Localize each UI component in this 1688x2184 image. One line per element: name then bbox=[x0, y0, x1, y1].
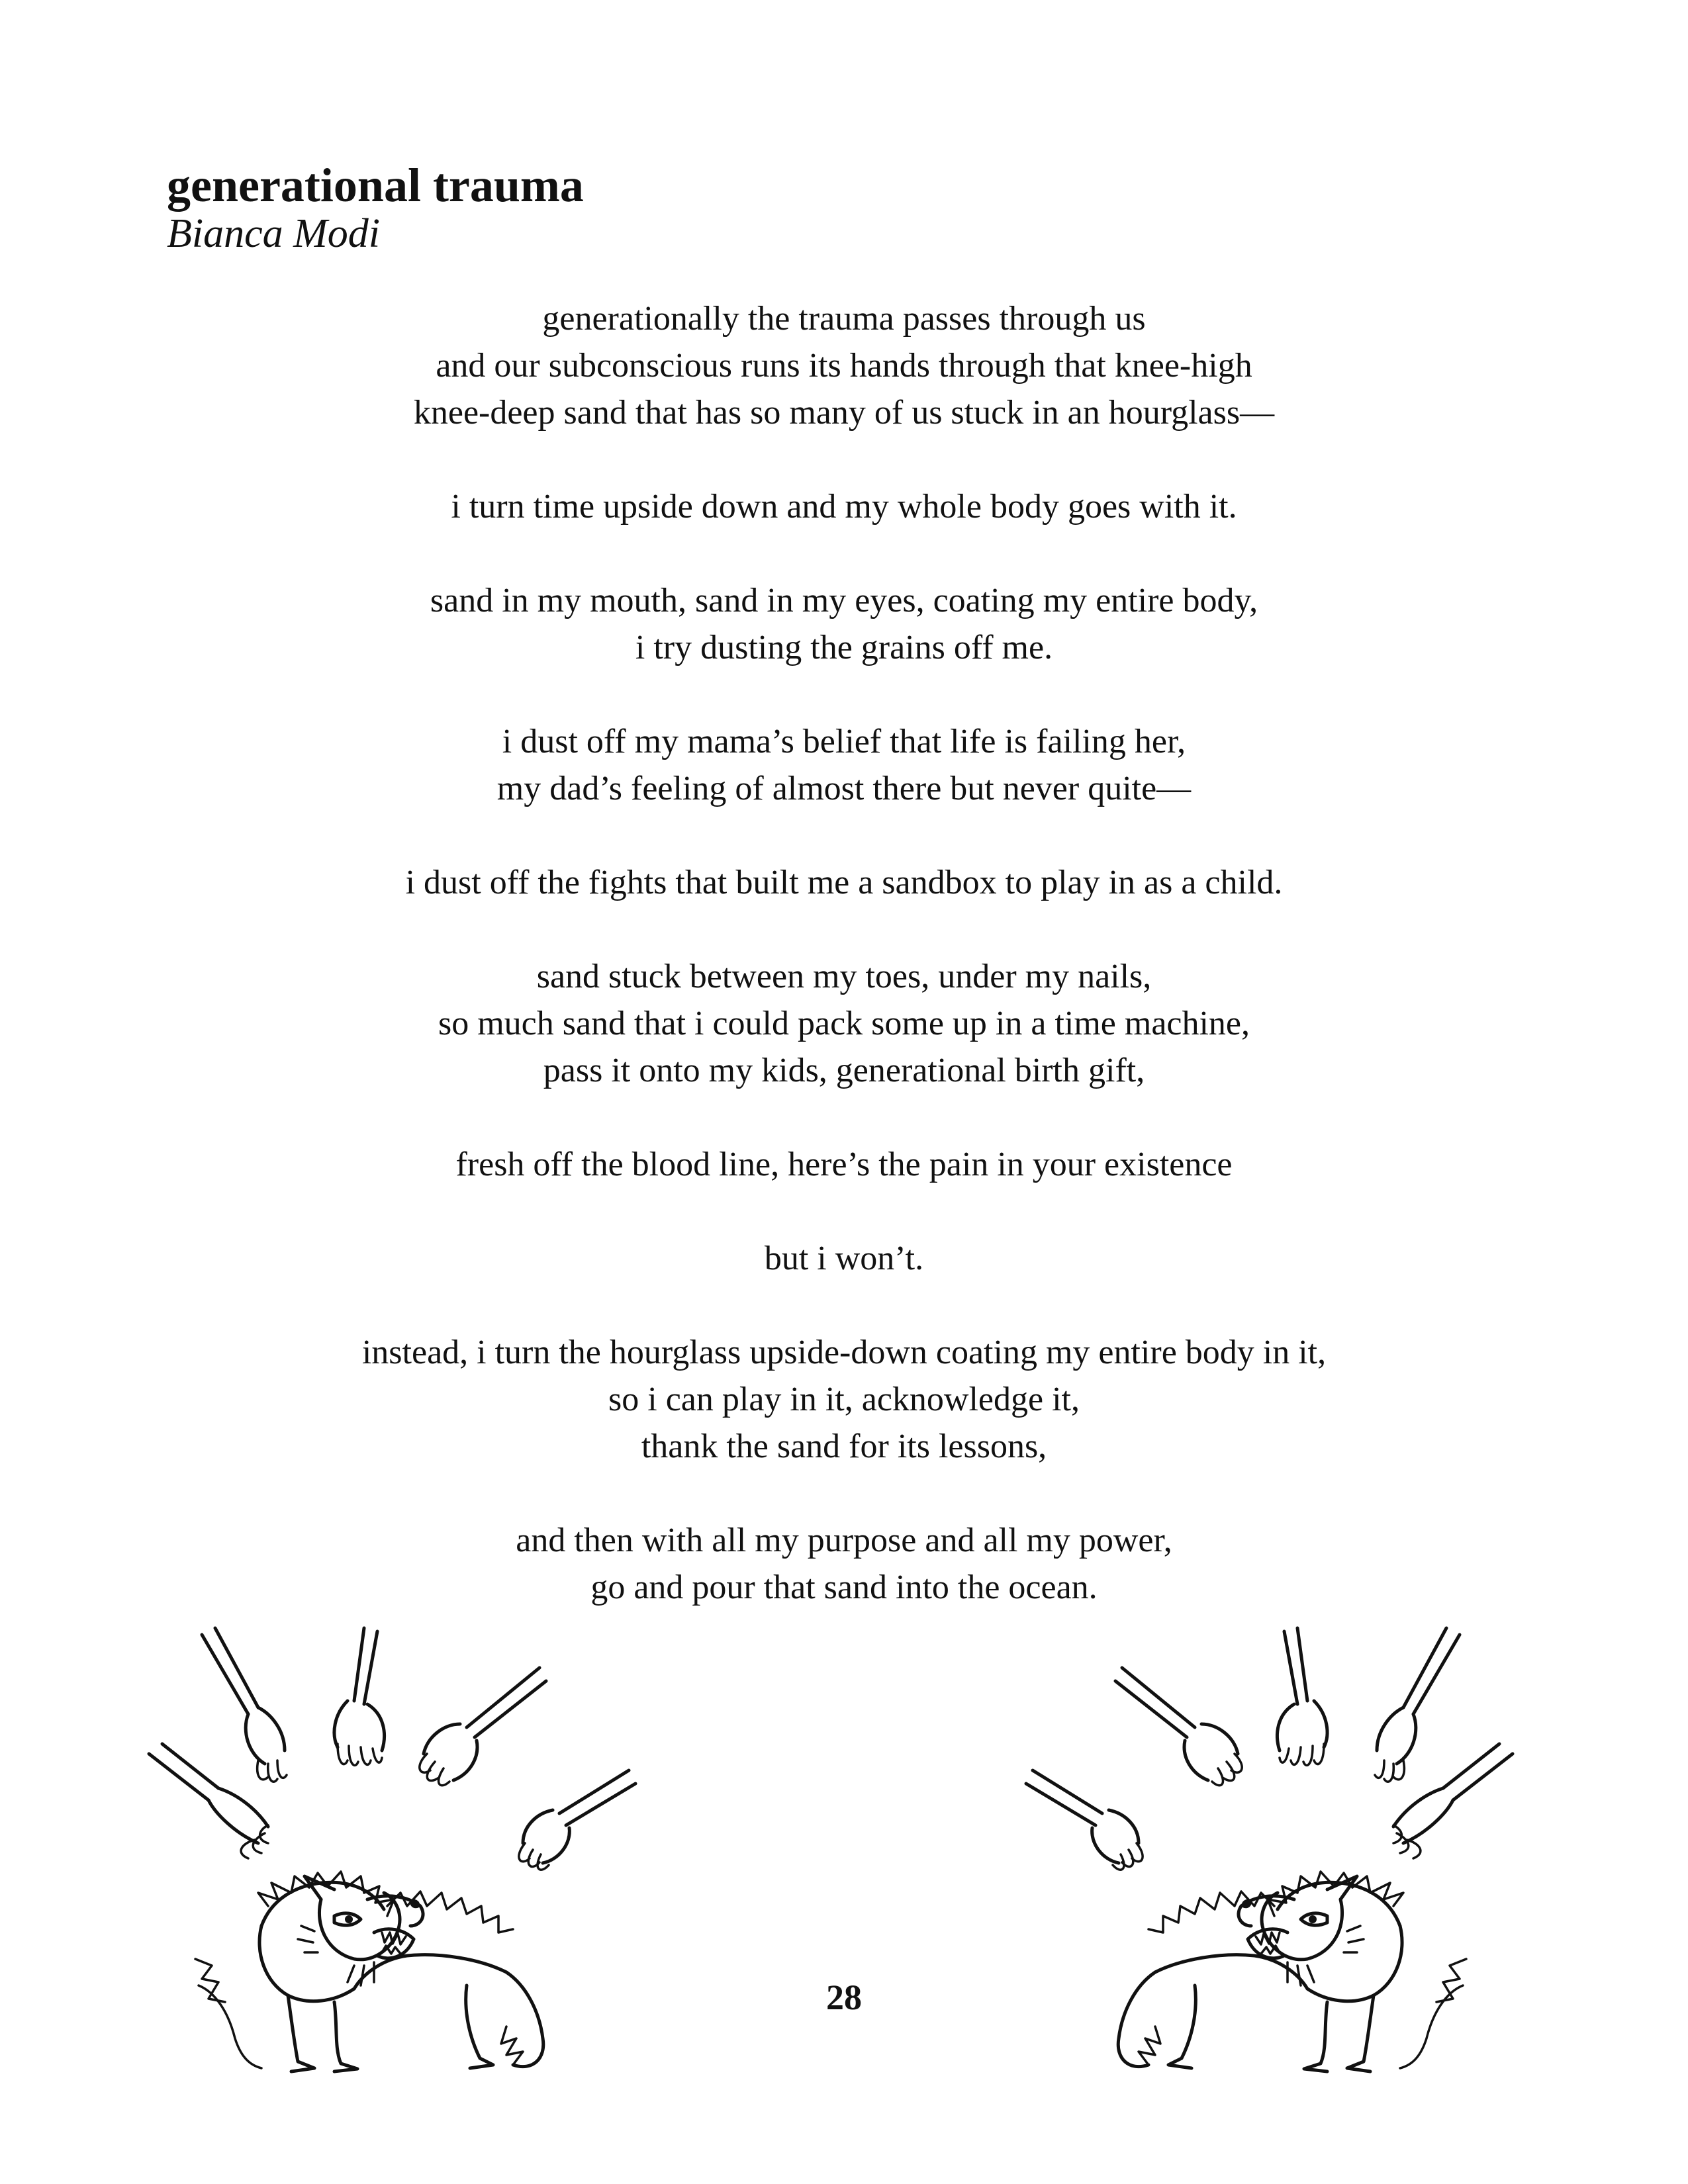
poem-stanza bbox=[199, 1141, 1489, 1188]
poem-line: instead, i turn the hourglass upside-down coating my entire body in it, bbox=[361, 1334, 1327, 1371]
poem-line: sand stuck between my toes, under my nails, bbox=[536, 958, 1152, 995]
poem-stanza bbox=[199, 1235, 1489, 1282]
wolf-hands-illustration-left bbox=[136, 1615, 639, 2078]
poem-line: i dust off the fights that built me a sandbox to play in as a child. bbox=[405, 864, 1283, 901]
poem-stanza bbox=[199, 953, 1489, 1094]
poem-stanza bbox=[199, 1329, 1489, 1470]
poem-line: and then with all my purpose and all my power, bbox=[516, 1522, 1172, 1559]
poem-line: but i won’t. bbox=[764, 1240, 924, 1277]
reaching-hand-icon bbox=[420, 1668, 546, 1786]
poem-line: and our subconscious runs its hands through that knee-high bbox=[436, 347, 1252, 385]
poem-line: so i can play in it, acknowledge it, bbox=[608, 1381, 1080, 1418]
poem-line: go and pour that sand into the ocean. bbox=[590, 1569, 1098, 1606]
snarling-wolf-icon bbox=[136, 1615, 639, 2078]
reaching-hand-icon bbox=[519, 1770, 635, 1870]
poem-body bbox=[199, 295, 1489, 1611]
poem-line: i try dusting the grains off me. bbox=[635, 629, 1053, 666]
reaching-hand-icon bbox=[1026, 1770, 1143, 1870]
poem-line: fresh off the blood line, here’s the pain in your existence bbox=[455, 1146, 1233, 1183]
wolf-icon bbox=[1118, 1872, 1466, 2071]
wolf-hands-illustration-right bbox=[1023, 1615, 1526, 2078]
snarling-wolf-icon bbox=[1023, 1615, 1526, 2078]
poem-line: thank the sand for its lessons, bbox=[641, 1428, 1047, 1465]
poem-line: sand in my mouth, sand in my eyes, coating my entire body, bbox=[430, 582, 1258, 619]
reaching-hand-icon bbox=[202, 1628, 287, 1782]
poem-line: generationally the trauma passes through us bbox=[542, 300, 1146, 338]
reaching-hand-icon bbox=[1277, 1628, 1327, 1765]
poem-line: i turn time upside down and my whole body goes with it. bbox=[451, 488, 1237, 525]
poem-stanza bbox=[199, 577, 1489, 671]
poem-line: knee-deep sand that has so many of us stuck in an hourglass— bbox=[413, 394, 1275, 432]
poem-stanza bbox=[199, 718, 1489, 812]
poem-author: Bianca Modi bbox=[167, 211, 380, 256]
reaching-hand-icon bbox=[334, 1628, 385, 1765]
poem-stanza bbox=[199, 483, 1489, 530]
poem-stanza bbox=[199, 859, 1489, 906]
poem-title: generational trauma bbox=[167, 159, 584, 212]
reaching-hand-icon bbox=[149, 1744, 268, 1858]
poem-line: so much sand that i could pack some up in a time machine, bbox=[438, 1005, 1250, 1042]
reaching-hand-icon bbox=[1393, 1744, 1513, 1858]
wolf-icon bbox=[195, 1872, 543, 2071]
poem-line: pass it onto my kids, generational birth gift, bbox=[543, 1052, 1145, 1089]
reaching-hand-icon bbox=[1115, 1668, 1242, 1786]
reaching-hand-icon bbox=[1375, 1628, 1460, 1782]
poem-line: my dad’s feeling of almost there but never quite— bbox=[496, 770, 1192, 807]
page-number: 28 bbox=[826, 1978, 862, 2017]
poem-line: i dust off my mama’s belief that life is failing her, bbox=[502, 723, 1186, 760]
poem-stanza bbox=[199, 1517, 1489, 1611]
poem-stanza bbox=[199, 295, 1489, 436]
